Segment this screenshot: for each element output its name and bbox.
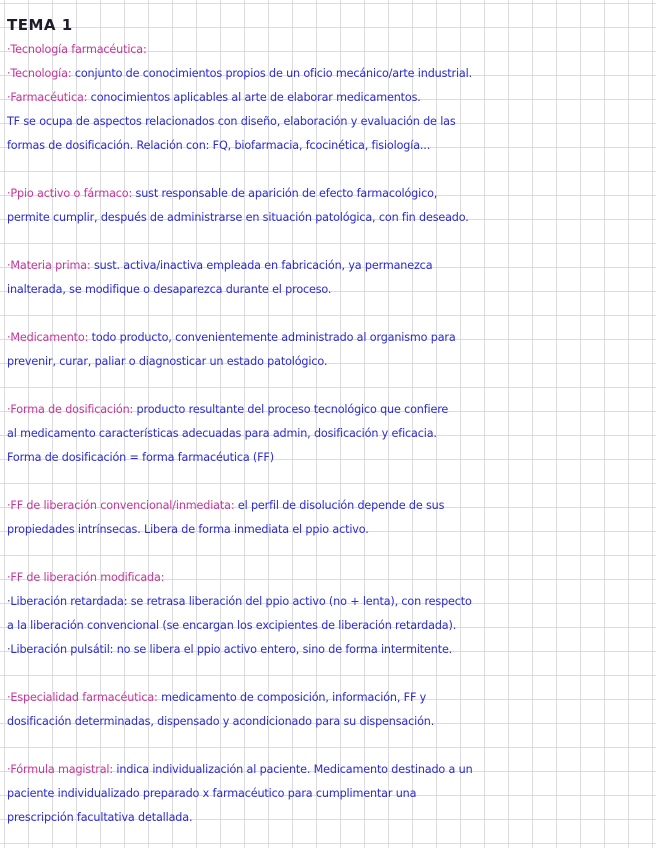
term: ·Ppio activo o fármaco: — [7, 187, 133, 200]
definition: prescripción facultativa detallada. — [7, 811, 193, 824]
note-line — [7, 353, 651, 371]
definition: conjunto de conocimientos propios de un oficio mecánico/arte industrial. — [71, 67, 472, 80]
note-line — [7, 593, 651, 611]
term: ·Fórmula magistral: — [7, 763, 114, 776]
note-line — [7, 809, 651, 827]
term: ·Tecnología: — [7, 67, 72, 80]
definition: formas de dosificación. Relación con: FQ, biofarmacia, fcocinética, fisiología... — [7, 139, 431, 152]
note-line — [7, 497, 651, 515]
note-line — [7, 641, 651, 659]
definition: prevenir, curar, paliar o diagnosticar un estado patológico. — [7, 355, 328, 368]
note-line — [7, 185, 651, 203]
term: ·FF de liberación convencional/inmediata: — [7, 499, 235, 512]
definition: conocimientos aplicables al arte de elaborar medicamentos. — [87, 91, 421, 104]
definition: dosificación determinadas, dispensado y acondicionado para su dispensación. — [7, 715, 435, 728]
definition: ·Liberación pulsátil: no se libera el ppio activo entero, sino de forma intermitente. — [7, 643, 453, 656]
note-line — [7, 401, 651, 419]
page-title: TEMA 1 — [7, 16, 73, 34]
definition: el perfil de disolución depende de sus — [234, 499, 445, 512]
definition: sust responsable de aparición de efecto farmacológico, — [132, 187, 438, 200]
note-line — [7, 113, 651, 131]
term: ·Medicamento: — [7, 331, 89, 344]
section-heading: ·FF de liberación modificada: — [7, 571, 165, 584]
term: ·Farmacéutica: — [7, 91, 88, 104]
note-line — [7, 209, 651, 227]
definition: indica individualización al paciente. Medicamento destinado a un — [113, 763, 473, 776]
term: ·Forma de dosificación: — [7, 403, 134, 416]
definition: paciente individualizado preparado x farmacéutico para cumplimentar una — [7, 787, 417, 800]
note-line — [7, 449, 651, 467]
note-line — [7, 761, 651, 779]
definition: propiedades intrínsecas. Libera de forma inmediata el ppio activo. — [7, 523, 369, 536]
section-heading: ·Tecnología farmacéutica: — [7, 43, 147, 56]
definition: a la liberación convencional (se encargan los excipientes de liberación retardada). — [7, 619, 457, 632]
definition: Forma de dosificación = forma farmacéutica (FF) — [7, 451, 274, 464]
note-line — [7, 281, 651, 299]
term: ·Especialidad farmacéutica: — [7, 691, 158, 704]
definition: ·Liberación retardada: se retrasa liberación del ppio activo (no + lenta), con respecto — [7, 595, 472, 608]
definition: TF se ocupa de aspectos relacionados con diseño, elaboración y evaluación de las — [7, 115, 456, 128]
note-line — [7, 137, 651, 155]
note-line — [7, 257, 651, 275]
definition: permite cumplir, después de administrarse en situación patológica, con fin deseado. — [7, 211, 469, 224]
note-line — [7, 689, 651, 707]
note-line — [7, 425, 651, 443]
note-line — [7, 89, 651, 107]
definition: medicamento de composición, información, FF y — [157, 691, 427, 704]
note-line — [7, 65, 651, 83]
note-line — [7, 713, 651, 731]
definition: producto resultante del proceso tecnológico que confiere — [133, 403, 449, 416]
note-line — [7, 329, 651, 347]
note-line — [7, 785, 651, 803]
definition: todo producto, convenientemente administrado al organismo para — [88, 331, 456, 344]
term: ·Materia prima: — [7, 259, 91, 272]
definition: al medicamento características adecuadas para admin, dosificación y eficacia. — [7, 427, 437, 440]
note-line — [7, 617, 651, 635]
note-line — [7, 521, 651, 539]
definition: sust. activa/inactiva empleada en fabricación, ya permanezca — [90, 259, 433, 272]
definition: inalterada, se modifique o desaparezca durante el proceso. — [7, 283, 332, 296]
